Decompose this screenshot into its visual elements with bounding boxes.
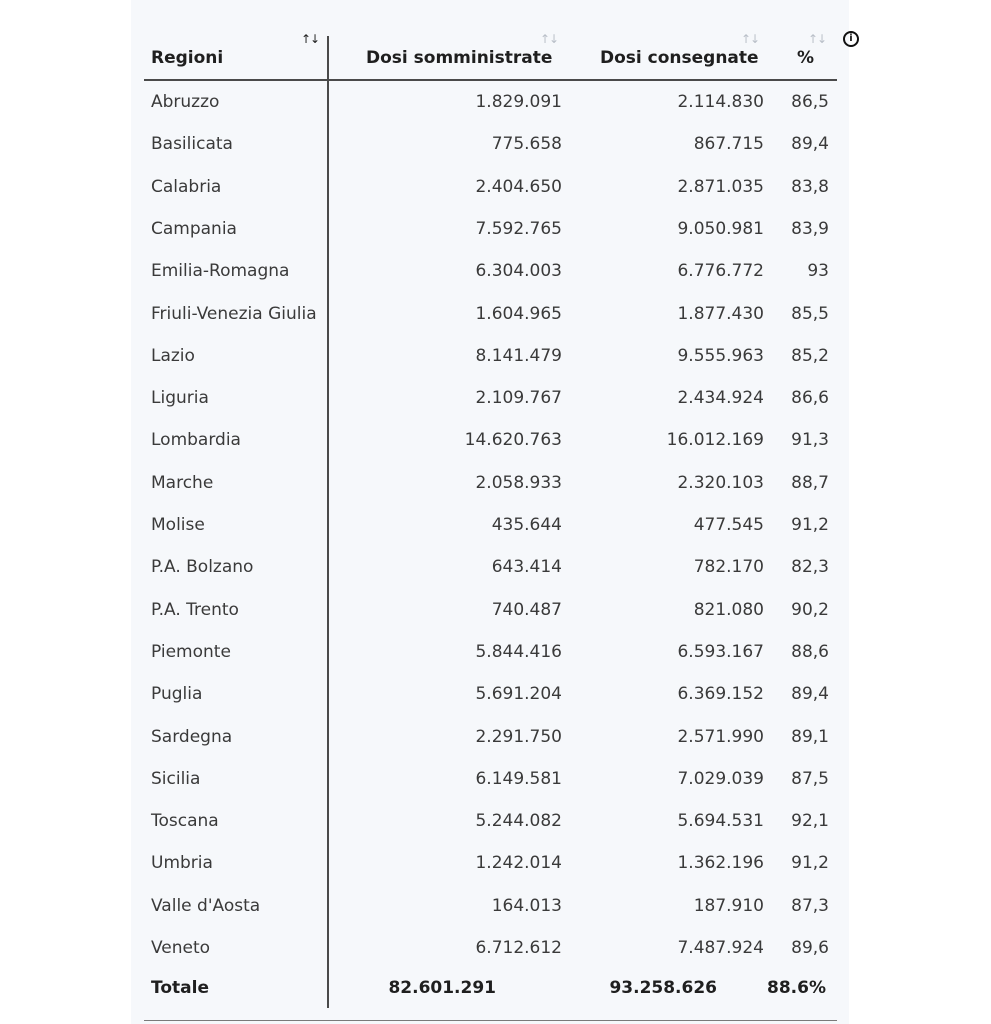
table-row (144, 462, 837, 504)
sort-administered-icon[interactable]: ↑↓ (540, 32, 559, 46)
table-row (144, 673, 837, 715)
region-cell: Calabria (151, 176, 222, 197)
header-delivered[interactable]: Dosi consegnate (600, 48, 759, 68)
delivered-cell: 2.114.830 (677, 92, 764, 112)
region-cell: P.A. Bolzano (151, 557, 254, 578)
administered-cell: 14.620.763 (464, 430, 562, 451)
sort-delivered-icon[interactable]: ↑↓ (741, 32, 760, 46)
table-row (144, 208, 837, 250)
region-cell: Marche (151, 472, 214, 493)
delivered-cell: 2.871.035 (677, 176, 764, 197)
delivered-cell: 2.320.103 (677, 472, 764, 493)
region-cell: Valle d'Aosta (151, 895, 261, 916)
administered-cell: 2.109.767 (475, 388, 562, 409)
region-cell: Emilia-Romagna (151, 261, 290, 282)
administered-cell: 5.691.204 (475, 684, 562, 705)
table-row (144, 800, 837, 842)
delivered-cell: 782.170 (693, 557, 764, 578)
region-cell: Toscana (151, 811, 219, 832)
percent-cell: 88,7 (791, 472, 829, 493)
percent-cell: 88,6 (791, 641, 829, 662)
administered-cell: 740.487 (491, 599, 562, 620)
region-cell: Sicilia (151, 768, 201, 789)
region-cell: Liguria (151, 388, 209, 409)
administered-cell: 5.844.416 (475, 641, 562, 662)
table-row (144, 631, 837, 673)
percent-cell: 92,1 (791, 811, 829, 832)
delivered-cell: 2.434.924 (677, 388, 764, 409)
administered-cell: 8.141.479 (475, 345, 562, 366)
table-row (144, 885, 837, 927)
percent-cell: 86,6 (791, 388, 829, 409)
administered-cell: 2.291.750 (475, 726, 562, 747)
total-administered: 82.601.291 (388, 978, 496, 998)
delivered-cell: 7.487.924 (677, 938, 764, 958)
percent-cell: 91,2 (791, 515, 829, 535)
header-administered[interactable]: Dosi somministrate (366, 48, 553, 68)
table-row (144, 377, 837, 419)
footer-divider (144, 1020, 837, 1021)
region-cell: Sardegna (151, 726, 233, 747)
region-cell: Puglia (151, 684, 203, 705)
sort-region-icon[interactable]: ↑↓ (301, 32, 320, 46)
administered-cell: 1.242.014 (475, 853, 562, 874)
vaccination-table (144, 0, 837, 1024)
region-cell: Piemonte (151, 641, 231, 662)
table-row (144, 123, 837, 165)
table-row (144, 716, 837, 758)
region-cell: Friuli-Venezia Giulia (151, 303, 317, 324)
delivered-cell: 9.555.963 (677, 345, 764, 366)
percent-cell: 90,2 (791, 599, 829, 620)
region-cell: Molise (151, 515, 205, 535)
region-cell: Basilicata (151, 134, 233, 155)
percent-cell: 89,4 (791, 134, 829, 155)
header-region[interactable]: Regioni (151, 48, 224, 68)
percent-cell: 86,5 (791, 92, 829, 112)
table-row (144, 842, 837, 884)
percent-cell: 91,2 (791, 853, 829, 874)
delivered-cell: 6.593.167 (677, 641, 764, 662)
administered-cell: 775.658 (491, 134, 562, 155)
delivered-cell: 1.362.196 (677, 853, 764, 874)
table-row (144, 546, 837, 588)
administered-cell: 7.592.765 (475, 218, 562, 239)
delivered-cell: 7.029.039 (677, 768, 764, 789)
delivered-cell: 867.715 (693, 134, 764, 155)
region-cell: P.A. Trento (151, 599, 239, 620)
delivered-cell: 187.910 (693, 895, 764, 916)
percent-cell: 87,5 (791, 768, 829, 789)
percent-cell: 89,6 (791, 938, 829, 958)
percent-cell: 93 (807, 261, 829, 282)
administered-cell: 5.244.082 (475, 811, 562, 832)
total-percent: 88.6% (767, 978, 826, 998)
table-row (144, 335, 837, 377)
administered-cell: 435.644 (491, 515, 562, 535)
delivered-cell: 6.776.772 (677, 261, 764, 282)
percent-cell: 83,9 (791, 218, 829, 239)
administered-cell: 6.149.581 (475, 768, 562, 789)
administered-cell: 643.414 (491, 557, 562, 578)
percent-cell: 83,8 (791, 176, 829, 197)
table-row (144, 758, 837, 800)
table-row (144, 419, 837, 461)
delivered-cell: 1.877.430 (677, 303, 764, 324)
administered-cell: 1.829.091 (475, 92, 562, 112)
total-delivered: 93.258.626 (609, 978, 717, 998)
administered-cell: 2.058.933 (475, 472, 562, 493)
region-cell: Lombardia (151, 430, 241, 451)
region-cell: Campania (151, 218, 237, 239)
region-cell: Abruzzo (151, 92, 220, 112)
percent-cell: 85,2 (791, 345, 829, 366)
region-cell: Veneto (151, 938, 211, 958)
administered-cell: 164.013 (491, 895, 562, 916)
table-row (144, 293, 837, 335)
percent-cell: 87,3 (791, 895, 829, 916)
region-cell: Lazio (151, 345, 195, 366)
delivered-cell: 477.545 (693, 515, 764, 535)
administered-cell: 6.304.003 (475, 261, 562, 282)
percent-cell: 91,3 (791, 430, 829, 451)
table-row (144, 81, 837, 123)
percent-cell: 85,5 (791, 303, 829, 324)
total-row (144, 967, 837, 1009)
administered-cell: 2.404.650 (475, 176, 562, 197)
region-cell: Umbria (151, 853, 213, 874)
delivered-cell: 9.050.981 (677, 218, 764, 239)
sort-percent-icon[interactable]: ↑↓ (808, 32, 827, 46)
table-row (144, 927, 837, 969)
delivered-cell: 821.080 (693, 599, 764, 620)
administered-cell: 6.712.612 (475, 938, 562, 958)
table-row (144, 166, 837, 208)
table-row (144, 250, 837, 292)
table-row (144, 504, 837, 546)
delivered-cell: 16.012.169 (666, 430, 764, 451)
header-percent[interactable]: % (797, 48, 815, 68)
delivered-cell: 6.369.152 (677, 684, 764, 705)
table-row (144, 589, 837, 631)
delivered-cell: 5.694.531 (677, 811, 764, 832)
percent-cell: 89,4 (791, 684, 829, 705)
administered-cell: 1.604.965 (475, 303, 562, 324)
info-icon[interactable]: i (843, 31, 859, 47)
percent-cell: 89,1 (791, 726, 829, 747)
delivered-cell: 2.571.990 (677, 726, 764, 747)
percent-cell: 82,3 (791, 557, 829, 578)
total-label: Totale (151, 978, 209, 998)
